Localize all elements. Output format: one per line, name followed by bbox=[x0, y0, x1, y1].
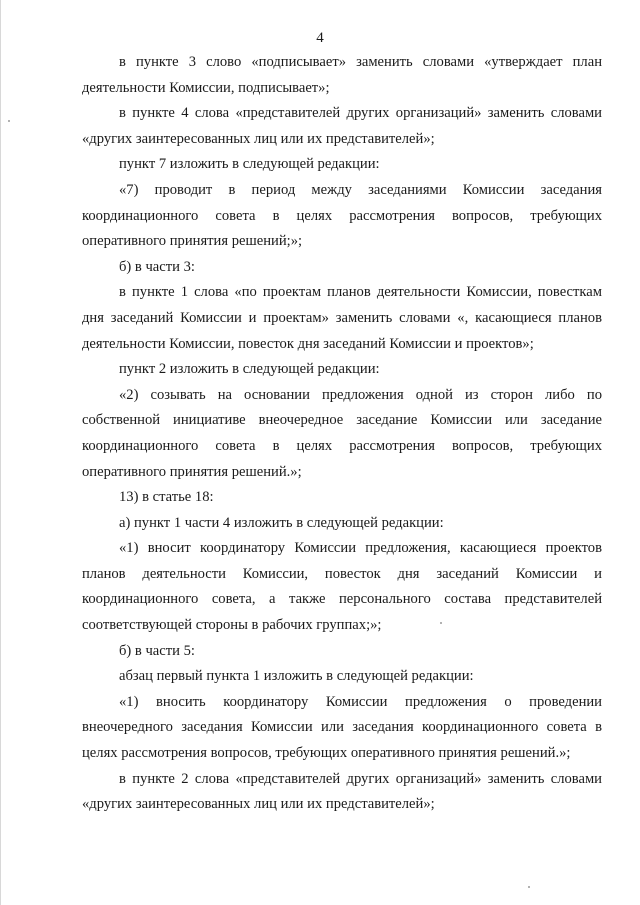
paragraph: в пункте 1 слова «по проектам планов деятельности Комиссии, повесткам дня заседаний Комиссии и проектам» заменить словами «, касающиеся планов деятельности Комиссии, повесток дня заседаний Комиссии и проектов»; bbox=[82, 284, 602, 352]
paragraph: в пункте 4 слова «представителей других организаций» заменить словами «других заинтересованных лиц или их представителей»; bbox=[82, 105, 602, 147]
page-number: 4 bbox=[316, 30, 324, 46]
scan-speck bbox=[528, 886, 530, 888]
paragraph: пункт 7 изложить в следующей редакции: bbox=[119, 156, 380, 173]
paragraph: а) пункт 1 части 4 изложить в следующей редакции: bbox=[119, 514, 444, 531]
paragraph: пункт 2 изложить в следующей редакции: bbox=[119, 361, 380, 378]
paragraph: б) в части 3: bbox=[119, 258, 195, 275]
paragraph: «1) вносит координатору Комиссии предложения, касающиеся проектов планов деятельности Комиссии, повесток дня заседаний Комиссии и координационного совета, а также персонального состава представителей соответствующей стороны в рабочих группах;»; bbox=[82, 540, 602, 634]
scan-edge bbox=[0, 0, 1, 905]
document-body bbox=[82, 50, 602, 818]
scan-speck bbox=[440, 622, 442, 624]
paragraph: в пункте 3 слово «подписывает» заменить словами «утверждает план деятельности Комиссии, подписывает»; bbox=[82, 54, 602, 96]
paragraph: «1) вносить координатору Комиссии предложения о проведении внеочередного заседания Комиссии или заседания координационного совета в целях рассмотрения вопросов, требующих оперативного принятия решений.»; bbox=[82, 693, 602, 762]
paragraph: б) в части 5: bbox=[119, 642, 195, 659]
paragraph: «2) созывать на основании предложения одной из сторон либо по собственной инициативе внеочередное заседание Комиссии или заседание координационного совета в целях рассмотрения вопросов, требующих оперативного принятия решений.»; bbox=[82, 386, 602, 480]
paragraph: 13) в статье 18: bbox=[119, 489, 214, 506]
paragraph: абзац первый пункта 1 изложить в следующей редакции: bbox=[119, 668, 474, 685]
paragraph: в пункте 2 слова «представителей других организаций» заменить словами «других заинтересованных лиц или их представителей»; bbox=[82, 770, 602, 813]
scan-speck bbox=[8, 120, 10, 122]
paragraph: «7) проводит в период между заседаниями Комиссии заседания координационного совета в целях рассмотрения вопросов, требующих оперативного принятия решений;»; bbox=[82, 181, 602, 250]
